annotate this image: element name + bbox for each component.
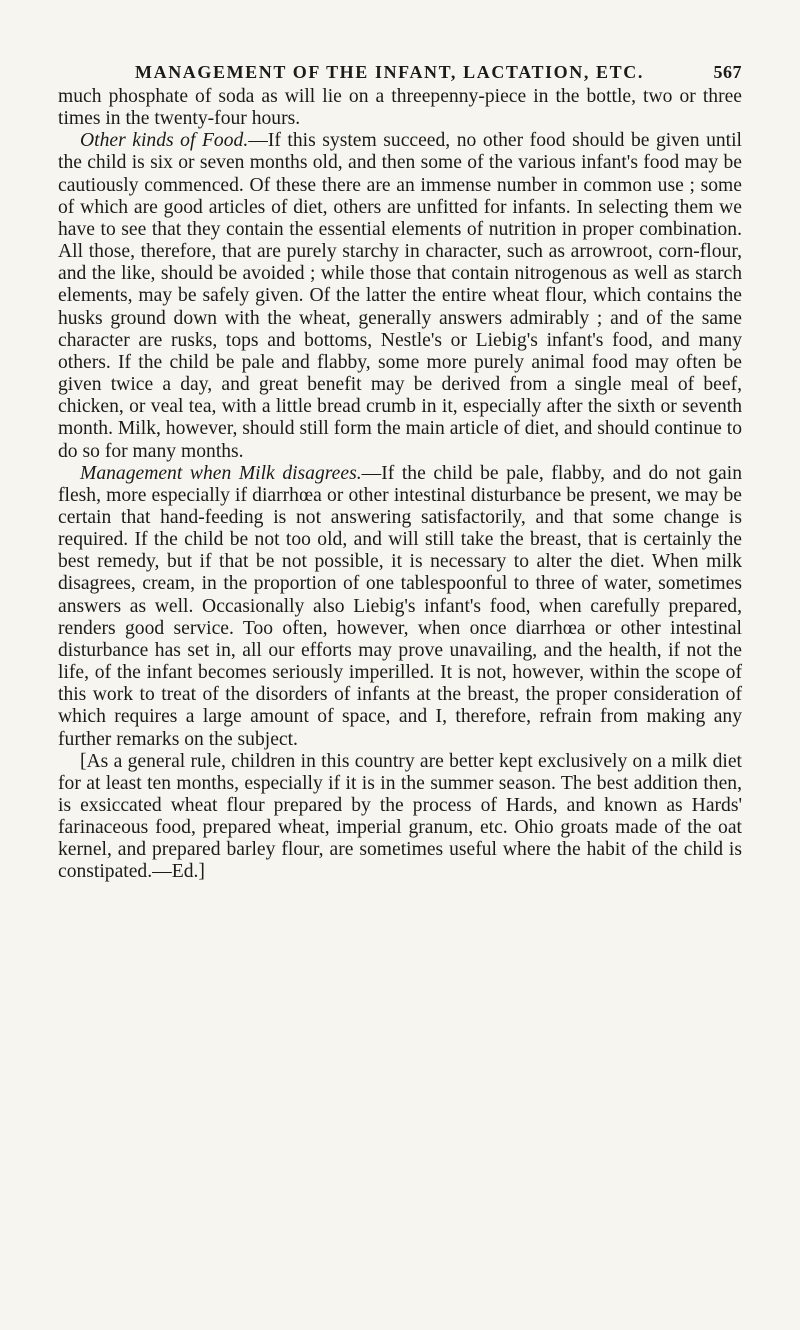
running-header — [58, 62, 742, 86]
page-number: 567 — [713, 62, 742, 82]
paragraph-heading: Management when Milk disagrees. — [80, 462, 362, 484]
paragraph-text: much phosphate of soda as will lie on a threepenny-piece in the bottle, two or three times in the twenty-four hours. — [58, 86, 742, 130]
paragraph-text: [As a general rule, children in this country are better kept exclusively on a milk diet for at least ten months, especially if it is in the summer season. The best addition then, is exsiccated wheat flour prepared by the process of Hards, and known as Hards' farinaceous food, prepared wheat, imperial granum, etc. Ohio groats made of the oat kernel, and prepared barley flour, are sometimes useful where the habit of the child is constipated.—Ed.] — [58, 750, 742, 883]
paragraph-editor-note — [58, 751, 742, 884]
body-text — [58, 86, 742, 884]
paragraph-continuation — [58, 86, 742, 130]
paragraph-other-kinds-of-food — [58, 130, 742, 462]
paragraph-heading: Other kinds of Food. — [80, 130, 249, 152]
paragraph-text: —If this system succeed, no other food should be given until the child is six or seven months old, and then some of the various infant's food may be cautiously commenced. Of these there are an immense number in common use ; some of which are good articles of diet, others are unfitted for infants. In selecting them we have to see that they contain the essential elements of nutrition in proper combination. All those, therefore, that are purely starchy in character, such as arrowroot, corn-flour, and the like, should be avoided ; while those that contain nitrogenous as well as starch elements, may be safely given. Of the latter the entire wheat flour, which contains the husks ground down with the wheat, generally answers admirably ; and of the same character are rusks, tops and bottoms, Nestle's or Liebig's infant's food, and many others. If the child be pale and flabby, some more purely animal food may often be given twice a day, and great benefit may be derived from a single meal of beef, chicken, or veal tea, with a little bread crumb in it, especially after the sixth or seventh month. Milk, however, should still form the main article of diet, and should continue to do so for many months. — [58, 130, 743, 462]
paragraph-milk-disagrees — [58, 463, 742, 751]
running-title: MANAGEMENT OF THE INFANT, LACTATION, ETC. — [135, 62, 644, 82]
paragraph-text: —If the child be pale, flabby, and do not gain flesh, more especially if diarrhœa or other intestinal disturbance be present, we may be certain that hand-feeding is not answering satisfactorily, and that some change is required. If the child be not too old, and will still take the breast, that is certainly the best remedy, but if that be not possible, it is necessary to alter the diet. When milk disagrees, cream, in the proportion of one tablespoonful to three of water, sometimes answers as well. Occasionally also Liebig's infant's food, when carefully prepared, renders good service. Too often, however, when once diarrhœa or other intestinal disturbance has set in, all our efforts may prove unavailing, and the health, if not the life, of the infant becomes seriously imperilled. It is not, however, within the scope of this work to treat of the disorders of infants at the breast, the proper consideration of which requires a large amount of space, and I, therefore, refrain from making any further remarks on the subject. — [58, 462, 742, 750]
